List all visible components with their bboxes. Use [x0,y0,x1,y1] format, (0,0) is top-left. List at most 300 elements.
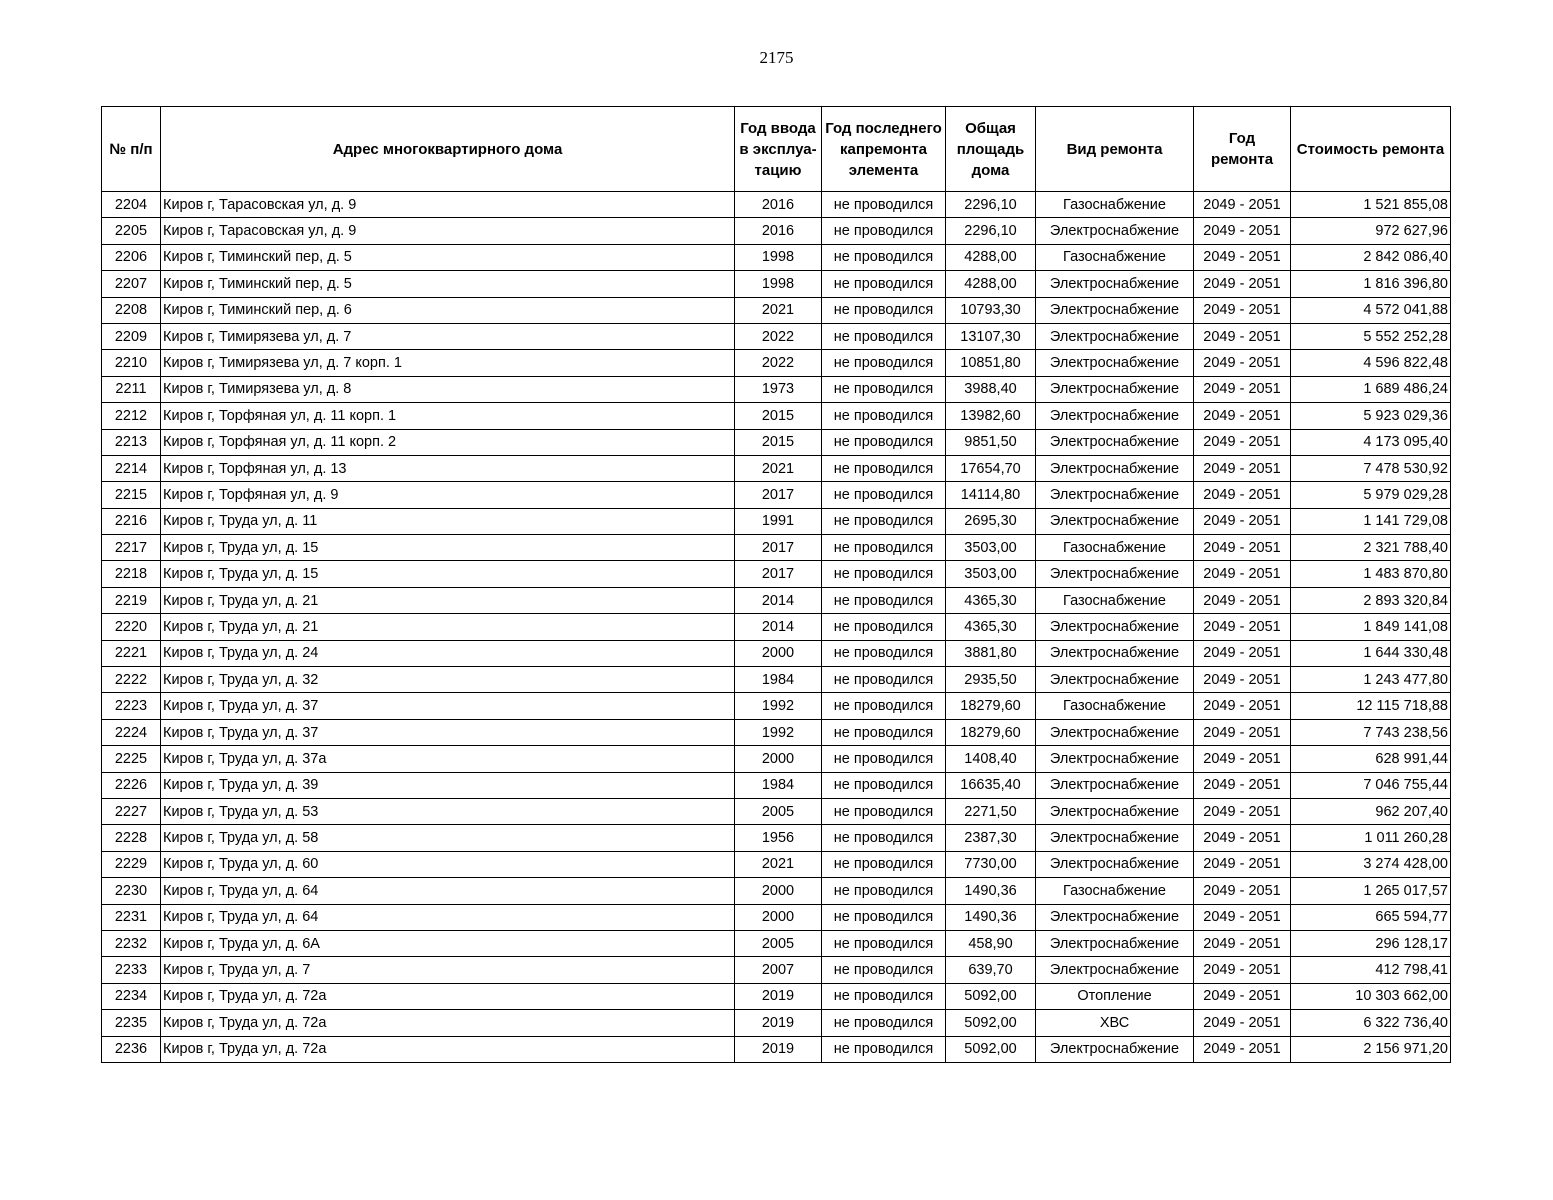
table-row [102,719,1451,745]
cell-num: 2213 [102,429,161,455]
repair-table [101,106,1451,1063]
header-last-repair: Год последнего капремонта элемента [822,107,946,192]
cell-last-repair: не проводился [822,851,946,877]
cell-area: 4288,00 [946,244,1036,270]
cell-repair-year: 2049 - 2051 [1194,825,1291,851]
cell-cost: 10 303 662,00 [1291,983,1451,1009]
cell-last-repair: не проводился [822,614,946,640]
cell-year-built: 2022 [735,350,822,376]
cell-area: 16635,40 [946,772,1036,798]
cell-repair-year: 2049 - 2051 [1194,851,1291,877]
cell-repair-type: Электроснабжение [1036,904,1194,930]
cell-num: 2230 [102,878,161,904]
table-row [102,1036,1451,1062]
cell-cost: 3 274 428,00 [1291,851,1451,877]
cell-area: 4365,30 [946,614,1036,640]
cell-repair-type: Электроснабжение [1036,455,1194,481]
cell-address: Киров г, Труда ул, д. 39 [161,772,735,798]
cell-repair-year: 2049 - 2051 [1194,271,1291,297]
cell-area: 1408,40 [946,746,1036,772]
table-row [102,825,1451,851]
cell-area: 5092,00 [946,1010,1036,1036]
table-row [102,429,1451,455]
cell-cost: 12 115 718,88 [1291,693,1451,719]
cell-last-repair: не проводился [822,825,946,851]
table-body [102,192,1451,1063]
cell-area: 5092,00 [946,1036,1036,1062]
cell-address: Киров г, Труда ул, д. 72а [161,1036,735,1062]
cell-repair-type: Электроснабжение [1036,403,1194,429]
cell-repair-year: 2049 - 2051 [1194,930,1291,956]
cell-num: 2223 [102,693,161,719]
cell-area: 13982,60 [946,403,1036,429]
cell-area: 17654,70 [946,455,1036,481]
cell-num: 2226 [102,772,161,798]
table-row [102,746,1451,772]
cell-area: 2296,10 [946,192,1036,218]
cell-num: 2206 [102,244,161,270]
cell-area: 18279,60 [946,693,1036,719]
cell-num: 2214 [102,455,161,481]
cell-num: 2218 [102,561,161,587]
table-row [102,904,1451,930]
cell-repair-year: 2049 - 2051 [1194,878,1291,904]
cell-area: 2695,30 [946,508,1036,534]
cell-cost: 1 644 330,48 [1291,640,1451,666]
cell-last-repair: не проводился [822,218,946,244]
cell-cost: 2 156 971,20 [1291,1036,1451,1062]
cell-cost: 1 483 870,80 [1291,561,1451,587]
cell-area: 4365,30 [946,587,1036,613]
cell-last-repair: не проводился [822,983,946,1009]
cell-last-repair: не проводился [822,508,946,534]
cell-last-repair: не проводился [822,482,946,508]
cell-repair-year: 2049 - 2051 [1194,614,1291,640]
page-number: 2175 [759,48,794,67]
cell-last-repair: не проводился [822,323,946,349]
cell-repair-year: 2049 - 2051 [1194,482,1291,508]
cell-address: Киров г, Тиминский пер, д. 5 [161,244,735,270]
cell-last-repair: не проводился [822,772,946,798]
cell-address: Киров г, Труда ул, д. 58 [161,825,735,851]
table-row [102,957,1451,983]
cell-last-repair: не проводился [822,640,946,666]
cell-address: Киров г, Труда ул, д. 21 [161,614,735,640]
cell-area: 639,70 [946,957,1036,983]
cell-cost: 5 979 029,28 [1291,482,1451,508]
cell-cost: 665 594,77 [1291,904,1451,930]
cell-cost: 2 842 086,40 [1291,244,1451,270]
cell-year-built: 1992 [735,719,822,745]
cell-address: Киров г, Торфяная ул, д. 9 [161,482,735,508]
cell-repair-year: 2049 - 2051 [1194,508,1291,534]
table-row [102,983,1451,1009]
cell-last-repair: не проводился [822,455,946,481]
cell-address: Киров г, Труда ул, д. 72а [161,1010,735,1036]
cell-cost: 4 596 822,48 [1291,350,1451,376]
header-repair-year: Год ремонта [1194,107,1291,192]
cell-cost: 2 321 788,40 [1291,535,1451,561]
table-row [102,297,1451,323]
cell-num: 2231 [102,904,161,930]
cell-repair-type: Электроснабжение [1036,323,1194,349]
cell-num: 2236 [102,1036,161,1062]
table-row [102,640,1451,666]
cell-year-built: 2005 [735,930,822,956]
table-row [102,376,1451,402]
cell-address: Киров г, Торфяная ул, д. 13 [161,455,735,481]
cell-last-repair: не проводился [822,693,946,719]
cell-repair-type: Газоснабжение [1036,693,1194,719]
cell-num: 2207 [102,271,161,297]
cell-cost: 5 923 029,36 [1291,403,1451,429]
cell-repair-type: Электроснабжение [1036,851,1194,877]
cell-repair-type: Электроснабжение [1036,482,1194,508]
cell-repair-year: 2049 - 2051 [1194,772,1291,798]
cell-address: Киров г, Торфяная ул, д. 11 корп. 2 [161,429,735,455]
cell-last-repair: не проводился [822,561,946,587]
cell-repair-type: Отопление [1036,983,1194,1009]
cell-repair-type: Электроснабжение [1036,561,1194,587]
cell-address: Киров г, Труда ул, д. 21 [161,587,735,613]
cell-last-repair: не проводился [822,429,946,455]
cell-cost: 1 689 486,24 [1291,376,1451,402]
cell-year-built: 2015 [735,429,822,455]
cell-num: 2225 [102,746,161,772]
cell-cost: 7 743 238,56 [1291,719,1451,745]
cell-num: 2205 [102,218,161,244]
cell-repair-year: 2049 - 2051 [1194,429,1291,455]
cell-cost: 1 011 260,28 [1291,825,1451,851]
cell-repair-type: Электроснабжение [1036,798,1194,824]
cell-year-built: 1992 [735,693,822,719]
cell-area: 2387,30 [946,825,1036,851]
cell-year-built: 2021 [735,851,822,877]
cell-year-built: 2000 [735,904,822,930]
cell-repair-year: 2049 - 2051 [1194,218,1291,244]
cell-cost: 4 572 041,88 [1291,297,1451,323]
cell-repair-type: Электроснабжение [1036,429,1194,455]
cell-year-built: 2007 [735,957,822,983]
cell-area: 7730,00 [946,851,1036,877]
cell-num: 2222 [102,667,161,693]
cell-address: Киров г, Труда ул, д. 15 [161,561,735,587]
cell-area: 13107,30 [946,323,1036,349]
header-repair-type: Вид ремонта [1036,107,1194,192]
table-row [102,878,1451,904]
cell-repair-year: 2049 - 2051 [1194,640,1291,666]
cell-num: 2216 [102,508,161,534]
cell-cost: 962 207,40 [1291,798,1451,824]
header-address: Адрес многоквартирного дома [161,107,735,192]
table-row [102,535,1451,561]
cell-year-built: 2022 [735,323,822,349]
cell-area: 3988,40 [946,376,1036,402]
cell-area: 458,90 [946,930,1036,956]
cell-address: Киров г, Труда ул, д. 72а [161,983,735,1009]
cell-area: 2296,10 [946,218,1036,244]
cell-last-repair: не проводился [822,297,946,323]
cell-cost: 4 173 095,40 [1291,429,1451,455]
cell-area: 2935,50 [946,667,1036,693]
table-row [102,508,1451,534]
cell-repair-year: 2049 - 2051 [1194,376,1291,402]
cell-address: Киров г, Труда ул, д. 60 [161,851,735,877]
cell-repair-year: 2049 - 2051 [1194,1010,1291,1036]
cell-address: Киров г, Тимирязева ул, д. 7 [161,323,735,349]
cell-year-built: 2019 [735,1036,822,1062]
cell-repair-year: 2049 - 2051 [1194,904,1291,930]
cell-cost: 1 141 729,08 [1291,508,1451,534]
cell-num: 2219 [102,587,161,613]
cell-last-repair: не проводился [822,930,946,956]
cell-repair-year: 2049 - 2051 [1194,403,1291,429]
cell-last-repair: не проводился [822,271,946,297]
cell-cost: 972 627,96 [1291,218,1451,244]
cell-repair-year: 2049 - 2051 [1194,719,1291,745]
cell-repair-year: 2049 - 2051 [1194,587,1291,613]
cell-last-repair: не проводился [822,587,946,613]
cell-repair-type: Электроснабжение [1036,930,1194,956]
cell-year-built: 2019 [735,1010,822,1036]
cell-year-built: 2005 [735,798,822,824]
cell-last-repair: не проводился [822,350,946,376]
cell-repair-year: 2049 - 2051 [1194,535,1291,561]
cell-cost: 7 478 530,92 [1291,455,1451,481]
cell-repair-type: Электроснабжение [1036,218,1194,244]
cell-year-built: 1984 [735,667,822,693]
cell-year-built: 1998 [735,244,822,270]
cell-repair-type: Газоснабжение [1036,878,1194,904]
table-row [102,271,1451,297]
cell-last-repair: не проводился [822,746,946,772]
cell-address: Киров г, Тарасовская ул, д. 9 [161,218,735,244]
cell-year-built: 2000 [735,878,822,904]
cell-last-repair: не проводился [822,904,946,930]
cell-year-built: 2017 [735,535,822,561]
cell-cost: 628 991,44 [1291,746,1451,772]
cell-address: Киров г, Тиминский пер, д. 6 [161,297,735,323]
cell-repair-year: 2049 - 2051 [1194,297,1291,323]
cell-area: 3881,80 [946,640,1036,666]
table-row [102,587,1451,613]
cell-last-repair: не проводился [822,957,946,983]
cell-address: Киров г, Труда ул, д. 15 [161,535,735,561]
cell-year-built: 2017 [735,482,822,508]
table-row [102,455,1451,481]
cell-num: 2217 [102,535,161,561]
cell-cost: 1 521 855,08 [1291,192,1451,218]
cell-repair-type: ХВС [1036,1010,1194,1036]
cell-repair-year: 2049 - 2051 [1194,667,1291,693]
cell-area: 3503,00 [946,561,1036,587]
cell-num: 2221 [102,640,161,666]
cell-repair-type: Электроснабжение [1036,508,1194,534]
table-row [102,1010,1451,1036]
cell-last-repair: не проводился [822,878,946,904]
table-row [102,192,1451,218]
table-row [102,244,1451,270]
cell-repair-year: 2049 - 2051 [1194,323,1291,349]
cell-num: 2235 [102,1010,161,1036]
cell-repair-type: Газоснабжение [1036,535,1194,561]
cell-area: 10793,30 [946,297,1036,323]
header-num: № п/п [102,107,161,192]
table-row [102,614,1451,640]
cell-repair-type: Электроснабжение [1036,350,1194,376]
cell-repair-type: Электроснабжение [1036,640,1194,666]
cell-area: 5092,00 [946,983,1036,1009]
cell-num: 2210 [102,350,161,376]
cell-repair-year: 2049 - 2051 [1194,957,1291,983]
cell-cost: 1 816 396,80 [1291,271,1451,297]
cell-year-built: 2021 [735,297,822,323]
cell-repair-year: 2049 - 2051 [1194,798,1291,824]
cell-year-built: 2000 [735,746,822,772]
cell-cost: 296 128,17 [1291,930,1451,956]
cell-num: 2208 [102,297,161,323]
cell-address: Киров г, Труда ул, д. 24 [161,640,735,666]
table-row [102,930,1451,956]
cell-year-built: 2000 [735,640,822,666]
cell-address: Киров г, Труда ул, д. 7 [161,957,735,983]
cell-area: 1490,36 [946,904,1036,930]
table-row [102,772,1451,798]
cell-repair-year: 2049 - 2051 [1194,192,1291,218]
cell-repair-type: Электроснабжение [1036,719,1194,745]
cell-last-repair: не проводился [822,719,946,745]
cell-repair-type: Электроснабжение [1036,297,1194,323]
cell-num: 2204 [102,192,161,218]
cell-year-built: 1984 [735,772,822,798]
cell-num: 2224 [102,719,161,745]
cell-cost: 6 322 736,40 [1291,1010,1451,1036]
cell-repair-type: Электроснабжение [1036,957,1194,983]
cell-area: 14114,80 [946,482,1036,508]
cell-year-built: 2017 [735,561,822,587]
table-row [102,693,1451,719]
cell-year-built: 2014 [735,587,822,613]
cell-repair-type: Электроснабжение [1036,772,1194,798]
cell-address: Киров г, Труда ул, д. 37а [161,746,735,772]
cell-cost: 2 893 320,84 [1291,587,1451,613]
cell-num: 2209 [102,323,161,349]
cell-year-built: 2015 [735,403,822,429]
cell-last-repair: не проводился [822,403,946,429]
cell-repair-type: Газоснабжение [1036,587,1194,613]
cell-address: Киров г, Труда ул, д. 11 [161,508,735,534]
cell-year-built: 1991 [735,508,822,534]
cell-address: Киров г, Торфяная ул, д. 11 корп. 1 [161,403,735,429]
table-row [102,851,1451,877]
cell-repair-type: Электроснабжение [1036,614,1194,640]
table-row [102,403,1451,429]
cell-year-built: 1956 [735,825,822,851]
cell-area: 10851,80 [946,350,1036,376]
cell-last-repair: не проводился [822,1010,946,1036]
cell-cost: 1 849 141,08 [1291,614,1451,640]
header-area: Общая площадь дома [946,107,1036,192]
cell-cost: 1 265 017,57 [1291,878,1451,904]
cell-last-repair: не проводился [822,535,946,561]
table-row [102,667,1451,693]
cell-repair-type: Газоснабжение [1036,244,1194,270]
cell-last-repair: не проводился [822,244,946,270]
table-row [102,218,1451,244]
cell-repair-year: 2049 - 2051 [1194,350,1291,376]
cell-repair-type: Электроснабжение [1036,376,1194,402]
cell-year-built: 2019 [735,983,822,1009]
cell-repair-year: 2049 - 2051 [1194,244,1291,270]
cell-repair-year: 2049 - 2051 [1194,746,1291,772]
cell-area: 3503,00 [946,535,1036,561]
cell-address: Киров г, Труда ул, д. 6А [161,930,735,956]
cell-last-repair: не проводился [822,798,946,824]
cell-address: Киров г, Труда ул, д. 32 [161,667,735,693]
table-row [102,561,1451,587]
cell-year-built: 2016 [735,218,822,244]
cell-last-repair: не проводился [822,1036,946,1062]
table-row [102,350,1451,376]
header-year-built: Год ввода в эксплуа-тацию [735,107,822,192]
cell-repair-year: 2049 - 2051 [1194,983,1291,1009]
cell-repair-year: 2049 - 2051 [1194,455,1291,481]
cell-num: 2215 [102,482,161,508]
cell-last-repair: не проводился [822,376,946,402]
cell-num: 2211 [102,376,161,402]
cell-num: 2212 [102,403,161,429]
cell-num: 2229 [102,851,161,877]
cell-area: 18279,60 [946,719,1036,745]
cell-address: Киров г, Труда ул, д. 53 [161,798,735,824]
cell-repair-type: Газоснабжение [1036,192,1194,218]
header-row [102,107,1451,192]
cell-last-repair: не проводился [822,192,946,218]
cell-year-built: 2021 [735,455,822,481]
cell-num: 2228 [102,825,161,851]
cell-area: 9851,50 [946,429,1036,455]
cell-repair-year: 2049 - 2051 [1194,1036,1291,1062]
cell-repair-type: Электроснабжение [1036,746,1194,772]
cell-cost: 7 046 755,44 [1291,772,1451,798]
cell-address: Киров г, Тимирязева ул, д. 7 корп. 1 [161,350,735,376]
cell-last-repair: не проводился [822,667,946,693]
cell-repair-year: 2049 - 2051 [1194,561,1291,587]
cell-year-built: 2016 [735,192,822,218]
cell-area: 4288,00 [946,271,1036,297]
cell-repair-type: Электроснабжение [1036,1036,1194,1062]
cell-year-built: 2014 [735,614,822,640]
cell-repair-type: Электроснабжение [1036,667,1194,693]
cell-repair-type: Электроснабжение [1036,271,1194,297]
cell-year-built: 1973 [735,376,822,402]
cell-num: 2227 [102,798,161,824]
cell-address: Киров г, Тиминский пер, д. 5 [161,271,735,297]
cell-num: 2220 [102,614,161,640]
cell-area: 2271,50 [946,798,1036,824]
header-cost: Стоимость ремонта [1291,107,1451,192]
cell-address: Киров г, Тимирязева ул, д. 8 [161,376,735,402]
cell-repair-type: Электроснабжение [1036,825,1194,851]
table-row [102,798,1451,824]
cell-address: Киров г, Труда ул, д. 64 [161,904,735,930]
cell-repair-year: 2049 - 2051 [1194,693,1291,719]
cell-area: 1490,36 [946,878,1036,904]
cell-num: 2232 [102,930,161,956]
cell-address: Киров г, Труда ул, д. 64 [161,878,735,904]
cell-cost: 412 798,41 [1291,957,1451,983]
cell-num: 2234 [102,983,161,1009]
